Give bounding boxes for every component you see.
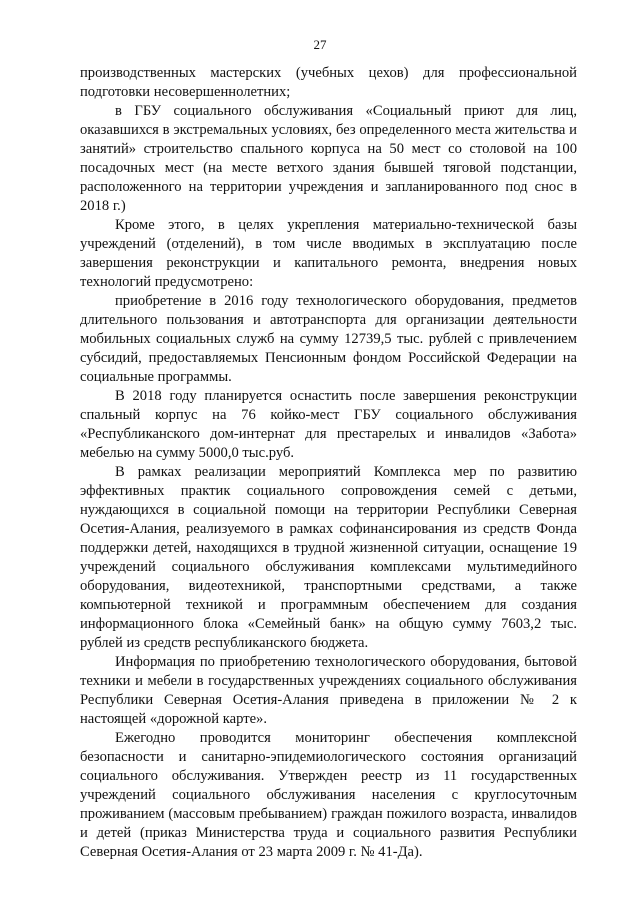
paragraph-material-base: Кроме этого, в целях укрепления материально-технической базы учреждений (отделений), в том числе вводимых в эксплуатацию после завершения реконструкции и капитального ремонта, внедрения новых технологий предусмотрено: [80,217,577,290]
paragraph-equipment-2016: приобретение в 2016 году технологического оборудования, предметов длительного пользования и автотранспорта для организации деятельности мобильных социальных служб на сумму 12739,5 тыс. рублей с привлечением субсидий, предоставляемых Пенсионным фондом Российской Федерации на социальные программы. [80,293,577,385]
document-body [80,64,577,862]
paragraph-monitoring: Ежегодно проводится мониторинг обеспечения комплексной безопасности и санитарно-эпидемиологического состояния организаций социального обслуживания. Утвержден реестр из 11 государственных учреждений социального обслуживания населения с круглосуточным проживанием (массовым пребыванием) граждан пожилого возраста, инвалидов и детей (приказ Министерства труда и социального развития Республики Северная Осетия-Алания от 23 марта 2009 г. № 41-Да). [80,730,577,860]
paragraph-shelter: в ГБУ социального обслуживания «Социальный приют для лиц, оказавшихся в экстремальных условиях, без определенного места жительства и занятий» строительство спального корпуса на 50 мест со столовой на 100 посадочных мест (на месте ветхого здания бывшей тяговой подстанции, расположенного на территории учреждения и запланированного под снос в 2018 г.) [80,103,577,214]
paragraph-plans-2018: В 2018 году планируется оснастить после завершения реконструкции спальный корпус на 76 койко-мест ГБУ социального обслуживания «Республиканского дом-интернат для престарелых и инвалидов «Забота» мебелью на сумму 5000,0 тыс.руб. [80,388,577,461]
paragraph-information: Информация по приобретению технологического оборудования, бытовой техники и мебели в государственных учреждениях социального обслуживания Республики Северная Осетия-Алания приведена в приложении № 2 к настоящей «дорожной карте». [80,654,577,727]
paragraph-workshops: производственных мастерских (учебных цехов) для профессиональной подготовки несовершеннолетних; [80,65,577,100]
paragraph-family-support: В рамках реализации мероприятий Комплекса мер по развитию эффективных практик социального сопровождения семей с детьми, нуждающихся в социальной помощи на территории Республики Северная Осетия-Алания, реализуемого в рамках софинансирования из средств Фонда поддержки детей, находящихся в трудной жизненной ситуации, оснащение 19 учреждений социального обслуживания комплексами мультимедийного оборудования, видеотехникой, транспортными средствами, а также компьютерной техникой и программным обеспечением для создания информационного блока «Семейный банк» на общую сумму 7603,2 тыс. рублей из средств республиканского бюджета. [80,464,577,651]
page-number: 27 [313,37,327,52]
